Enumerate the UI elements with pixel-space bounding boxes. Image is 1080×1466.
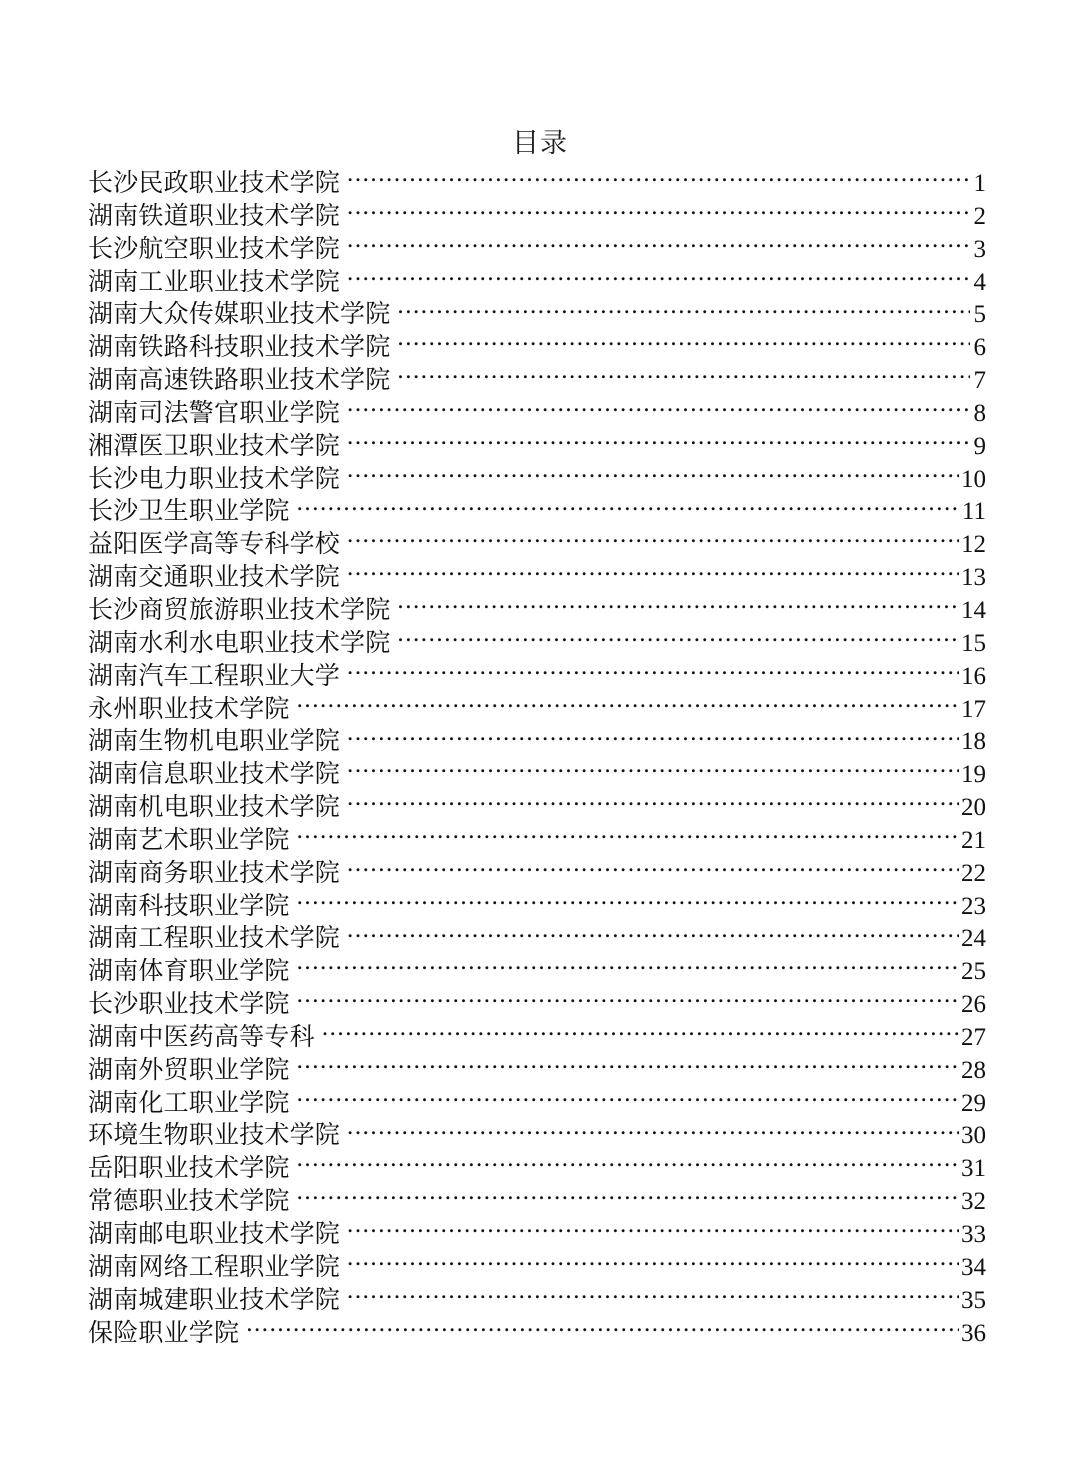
toc-entry-title: 湖南信息职业技术学院 [88, 761, 341, 789]
toc-entry-title: 益阳医学高等专科学校 [88, 531, 341, 559]
toc-entry[interactable] [88, 1020, 986, 1053]
toc-entry-title: 湖南工程职业技术学院 [88, 925, 341, 953]
toc-entry-page-number: 13 [961, 564, 986, 592]
toc-leader-dots [347, 527, 959, 552]
toc-entry[interactable] [88, 987, 986, 1020]
toc-entry-title: 长沙民政职业技术学院 [88, 170, 341, 197]
toc-leader-dots [297, 1151, 959, 1176]
table-of-contents [88, 166, 986, 1348]
toc-entry[interactable] [88, 724, 986, 757]
toc-entry-page-number: 29 [961, 1089, 986, 1117]
toc-entry[interactable] [88, 790, 986, 823]
toc-leader-dots [347, 265, 970, 290]
toc-leader-dots [347, 921, 959, 946]
toc-entry[interactable] [88, 1184, 986, 1217]
toc-leader-dots [297, 1086, 959, 1111]
toc-entry-title: 湖南生物机电职业学院 [88, 728, 341, 756]
toc-entry[interactable] [88, 692, 986, 725]
toc-leader-dots [397, 330, 970, 355]
toc-entry-page-number: 31 [961, 1155, 986, 1183]
toc-leader-dots [347, 1283, 959, 1308]
toc-entry-page-number: 33 [961, 1221, 986, 1248]
toc-leader-dots [297, 494, 960, 519]
toc-entry[interactable] [88, 823, 986, 856]
toc-leader-dots [297, 889, 959, 914]
toc-entry-page-number: 23 [961, 892, 986, 920]
toc-entry[interactable] [88, 560, 986, 593]
toc-entry-title: 湖南商务职业技术学院 [88, 859, 341, 887]
toc-leader-dots [347, 757, 959, 782]
toc-entry-page-number: 24 [961, 925, 986, 953]
toc-leader-dots [397, 297, 970, 322]
toc-entry[interactable] [88, 199, 986, 232]
toc-entry[interactable] [88, 659, 986, 692]
toc-entry-page-number: 12 [961, 531, 986, 559]
toc-entry-title: 长沙商贸旅游职业技术学院 [88, 596, 391, 624]
toc-entry-page-number: 28 [961, 1056, 986, 1084]
toc-entry-page-number: 10 [961, 465, 986, 493]
toc-entry[interactable] [88, 1118, 986, 1151]
toc-leader-dots [347, 856, 959, 881]
toc-leader-dots [347, 199, 970, 224]
toc-leader-dots [347, 659, 959, 684]
toc-entry-page-number: 15 [961, 629, 986, 657]
toc-leader-dots [297, 987, 959, 1012]
toc-entry-title: 环境生物职业技术学院 [88, 1122, 341, 1150]
toc-entry-page-number: 1 [973, 170, 986, 197]
toc-entry-title: 湖南大众传媒职业技术学院 [88, 301, 391, 329]
toc-entry[interactable] [88, 297, 986, 330]
toc-entry-page-number: 17 [961, 695, 986, 723]
toc-entry[interactable] [88, 593, 986, 626]
toc-entry[interactable] [88, 889, 986, 922]
toc-entry-page-number: 19 [961, 761, 986, 789]
toc-entry-title: 永州职业技术学院 [88, 695, 290, 723]
toc-entry-title: 湖南铁道职业技术学院 [88, 202, 341, 230]
toc-leader-dots [297, 823, 959, 848]
toc-entry[interactable] [88, 1151, 986, 1184]
toc-leader-dots [297, 954, 959, 979]
toc-entry-title: 湖南邮电职业技术学院 [88, 1221, 341, 1248]
toc-leader-dots [246, 1316, 959, 1341]
toc-entry[interactable] [88, 1217, 986, 1250]
toc-entry[interactable] [88, 626, 986, 659]
page-title: 目录 [512, 128, 568, 158]
toc-entry[interactable] [88, 232, 986, 265]
toc-entry-title: 湖南水利水电职业技术学院 [88, 629, 391, 657]
toc-leader-dots [347, 396, 970, 421]
toc-entry[interactable] [88, 462, 986, 495]
toc-entry-page-number: 26 [961, 991, 986, 1019]
toc-entry-title: 湖南艺术职业学院 [88, 826, 290, 854]
toc-entry-title: 湖南化工职业学院 [88, 1089, 290, 1117]
toc-leader-dots [347, 1250, 959, 1275]
toc-entry[interactable] [88, 1250, 986, 1283]
toc-entry-page-number: 30 [961, 1122, 986, 1150]
toc-entry-page-number: 34 [961, 1253, 986, 1281]
toc-entry-page-number: 18 [961, 728, 986, 756]
toc-entry-title: 湖南城建职业技术学院 [88, 1286, 341, 1314]
toc-entry-title: 湖南外贸职业学院 [88, 1056, 290, 1084]
toc-entry-page-number: 2 [973, 202, 986, 230]
toc-leader-dots [347, 1217, 959, 1242]
toc-entry-title: 湖南工业职业技术学院 [88, 268, 341, 296]
toc-entry-title: 湖南铁路科技职业技术学院 [88, 334, 391, 362]
toc-entry-title: 长沙航空职业技术学院 [88, 235, 341, 263]
toc-entry-page-number: 8 [973, 399, 986, 427]
toc-entry-page-number: 35 [961, 1286, 986, 1314]
toc-leader-dots [347, 724, 959, 749]
toc-entry-page-number: 16 [961, 662, 986, 690]
toc-entry-title: 长沙卫生职业学院 [88, 498, 290, 526]
toc-entry[interactable] [88, 1316, 986, 1349]
toc-leader-dots [397, 363, 970, 388]
toc-entry-page-number: 7 [973, 367, 986, 395]
toc-entry-title: 湖南汽车工程职业大学 [88, 662, 341, 690]
toc-entry[interactable] [88, 1086, 986, 1119]
toc-leader-dots [347, 429, 970, 454]
toc-entry-page-number: 21 [961, 826, 986, 854]
toc-entry[interactable] [88, 856, 986, 889]
toc-entry[interactable] [88, 363, 986, 396]
toc-leader-dots [322, 1020, 959, 1045]
toc-entry-title: 保险职业学院 [88, 1319, 240, 1347]
toc-entry[interactable] [88, 330, 986, 363]
toc-entry[interactable] [88, 1283, 986, 1316]
toc-entry[interactable] [88, 429, 986, 462]
toc-entry-title: 湖南高速铁路职业技术学院 [88, 367, 391, 395]
toc-entry-page-number: 3 [973, 235, 986, 263]
toc-leader-dots [347, 462, 959, 487]
toc-leader-dots [397, 593, 959, 618]
toc-leader-dots [347, 166, 970, 191]
toc-entry-page-number: 27 [961, 1023, 986, 1051]
toc-entry-page-number: 6 [973, 334, 986, 362]
toc-leader-dots [347, 232, 970, 257]
toc-entry-title: 湖南机电职业技术学院 [88, 794, 341, 822]
toc-leader-dots [297, 1184, 959, 1209]
toc-leader-dots [297, 1053, 959, 1078]
toc-entry[interactable] [88, 527, 986, 560]
toc-entry-title: 长沙职业技术学院 [88, 991, 290, 1019]
toc-entry-page-number: 5 [973, 301, 986, 329]
toc-entry-title: 湘潭医卫职业技术学院 [88, 432, 341, 460]
toc-entry-page-number: 9 [973, 432, 986, 460]
toc-entry[interactable] [88, 954, 986, 987]
toc-leader-dots [347, 1118, 959, 1143]
toc-entry-page-number: 22 [961, 859, 986, 887]
toc-entry-title: 湖南科技职业学院 [88, 892, 290, 920]
toc-leader-dots [397, 626, 959, 651]
toc-entry-title: 湖南网络工程职业学院 [88, 1253, 341, 1281]
toc-entry[interactable] [88, 757, 986, 790]
toc-entry-title: 常德职业技术学院 [88, 1188, 290, 1216]
toc-leader-dots [347, 790, 959, 815]
toc-entry-page-number: 11 [961, 498, 986, 526]
toc-entry-title: 湖南体育职业学院 [88, 958, 290, 986]
toc-entry[interactable] [88, 921, 986, 954]
toc-entry-title: 湖南中医药高等专科 [88, 1023, 315, 1051]
toc-leader-dots [297, 692, 959, 717]
toc-entry-title: 长沙电力职业技术学院 [88, 465, 341, 493]
toc-entry-page-number: 14 [961, 596, 986, 624]
toc-entry-page-number: 4 [973, 268, 986, 296]
toc-entry-title: 岳阳职业技术学院 [88, 1155, 290, 1183]
toc-entry-page-number: 25 [961, 958, 986, 986]
toc-leader-dots [347, 560, 959, 585]
toc-entry-page-number: 20 [961, 794, 986, 822]
toc-entry-title: 湖南交通职业技术学院 [88, 564, 341, 592]
toc-entry[interactable] [88, 166, 986, 199]
toc-entry[interactable] [88, 396, 986, 429]
toc-entry-title: 湖南司法警官职业学院 [88, 399, 341, 427]
toc-entry[interactable] [88, 265, 986, 298]
toc-entry-page-number: 36 [961, 1319, 986, 1347]
toc-entry-page-number: 32 [961, 1188, 986, 1216]
toc-entry[interactable] [88, 494, 986, 527]
toc-entry[interactable] [88, 1053, 986, 1086]
